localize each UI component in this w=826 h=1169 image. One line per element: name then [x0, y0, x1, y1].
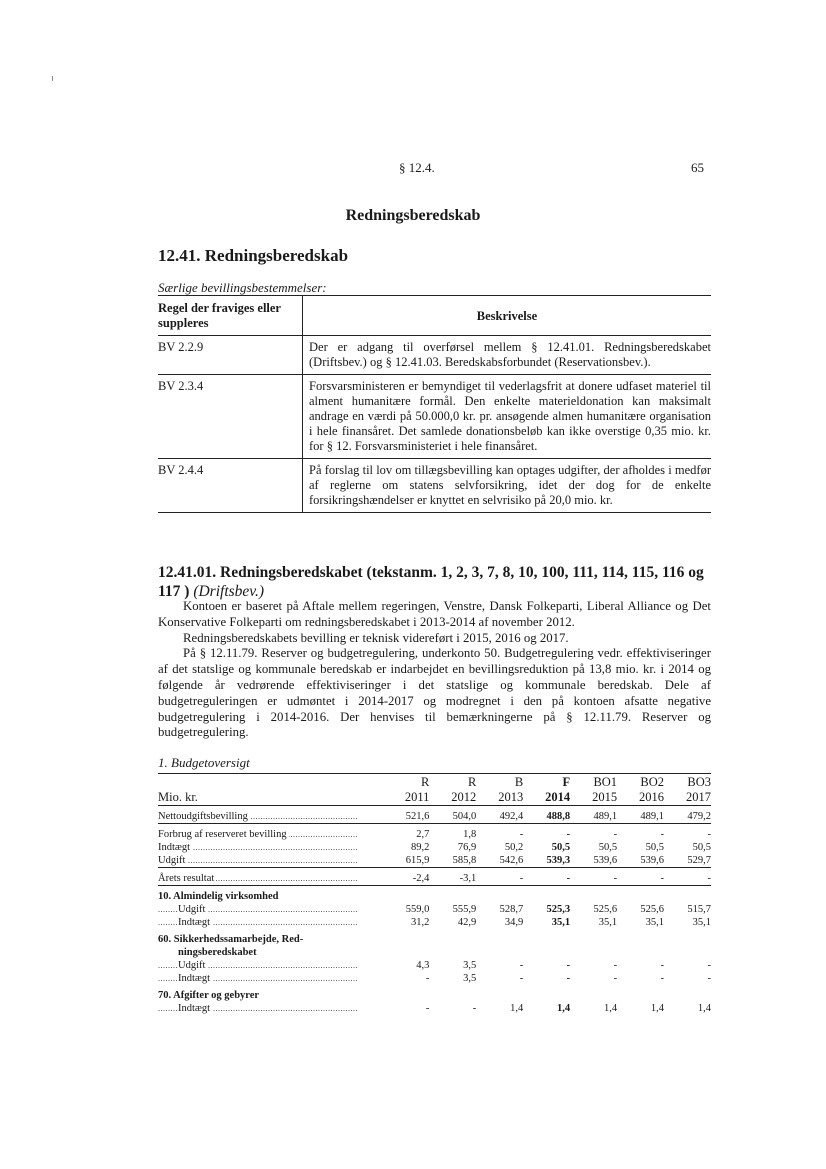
row-label-text: Indtægt [178, 917, 211, 928]
col-year: 2017 [664, 790, 711, 806]
account-title [158, 563, 711, 601]
group-heading [158, 890, 711, 903]
col-type: R [467, 775, 477, 789]
page-number: 65 [691, 160, 704, 175]
row-label-text: Nettoudgiftsbevilling [158, 811, 248, 822]
row-label [158, 872, 382, 886]
group-heading [158, 946, 711, 959]
cell-value: 525,6 [640, 904, 664, 915]
cell-value: 492,4 [476, 810, 523, 824]
cell-value: 542,6 [476, 854, 523, 868]
col-year: 2012 [429, 790, 476, 806]
row-label-text: Udgift [178, 960, 206, 971]
page-title: Redningsberedskab [345, 207, 481, 224]
col-type: BO1 [593, 775, 618, 789]
cell-value: - [519, 960, 524, 971]
cell-value: - [613, 973, 618, 984]
cell-value: 3,5 [463, 973, 477, 984]
cell-value: 31,2 [411, 917, 430, 928]
cell-value: 35,1 [692, 917, 711, 928]
col-type: F [562, 775, 571, 789]
rule-code: BV 2.3.4 [158, 375, 303, 459]
budget-year-row [158, 790, 711, 806]
cell-value: 50,5 [645, 842, 664, 853]
cell-value: 35,1 [551, 917, 571, 928]
section-title: 12.41. Redningsberedskab [158, 246, 349, 265]
group-heading [158, 989, 711, 1002]
table-row [158, 916, 711, 929]
cell-value: 35,1 [645, 917, 664, 928]
cell-value: 489,1 [570, 810, 617, 824]
paragraph: Kontoen er baseret på Aftale mellem regeringen, Venstre, Dansk Folkeparti, Liberal Alliance og Det Konservative Folkeparti om redningsberedskabet i 2013-2014 af november 2012. [158, 599, 711, 629]
cell-value: 479,2 [664, 810, 711, 824]
group-heading [158, 933, 711, 946]
col-year: 2014 [523, 790, 570, 806]
cell-value: - [613, 960, 618, 971]
table-row [158, 841, 711, 854]
table-row [158, 959, 711, 972]
table-row [158, 375, 711, 459]
row-label [158, 903, 382, 916]
col-type: BO3 [687, 775, 711, 789]
cell-value: - [570, 872, 617, 886]
provisions-header-row [158, 296, 711, 336]
account-description [158, 599, 711, 741]
cell-value: 3,5 [463, 960, 477, 971]
rule-column-header: Regel der fraviges eller suppleres [158, 296, 303, 336]
table-row [158, 972, 711, 985]
cell-value: 2,7 [416, 829, 430, 840]
row-label-text: Udgift [158, 855, 186, 866]
cell-value: 1,4 [510, 1003, 524, 1014]
cell-value: 539,6 [617, 854, 664, 868]
account-title-suffix: (Driftsbev.) [193, 583, 265, 600]
provisions-table [158, 295, 711, 513]
paragraph: Redningsberedskabets bevilling er teknisk videreført i 2015, 2016 og 2017. [183, 630, 569, 645]
cell-value: 528,7 [499, 904, 524, 915]
cell-value: 488,8 [523, 810, 570, 824]
budget-type-row [158, 775, 711, 790]
table-row [158, 903, 711, 916]
cell-value: -3,1 [429, 872, 476, 886]
cell-value: 515,7 [687, 904, 711, 915]
cell-value: 50,5 [692, 842, 711, 853]
cell-value: 35,1 [598, 917, 618, 928]
scan-mark [52, 76, 53, 81]
description-column-header: Beskrivelse [303, 296, 712, 336]
account-title-text: 12.41.01. Redningsberedskabet (tekstanm. 1, 2, 3, 7, 8, 10, 100, 111, 114, 115, 116 og 117 ) [158, 564, 704, 600]
rule-description: Forsvarsministeren er bemyndiget til vederlagsfrit at donere udfaset materiel til alment humanitære formål. Den enkelte materieldonation kan maksimalt andrage en værdi på 50.000,0 kr. pr. ansøgende almen humanitære organisation i hele finansåret. Det samlede donationsbeløb kan ikke overstige 0,35 mio. kr. for § 12. Forsvarsministeriet i hele finansåret. [303, 375, 712, 459]
cell-value: 539,3 [523, 854, 570, 868]
cell-value: - [664, 872, 711, 886]
row-label-text: Indtægt [178, 1003, 211, 1014]
cell-value: 34,9 [504, 917, 524, 928]
row-label [158, 828, 382, 841]
special-provisions-label: Særlige bevillingsbestemmelser: [158, 280, 327, 295]
row-label [158, 841, 382, 854]
cell-value: 76,9 [457, 842, 477, 853]
cell-value: 559,0 [405, 904, 430, 915]
row-label [158, 972, 382, 985]
cell-value: 489,1 [617, 810, 664, 824]
row-label [158, 810, 382, 824]
table-row [158, 872, 711, 886]
cell-value: 1,4 [650, 1003, 664, 1014]
rule-code: BV 2.4.4 [158, 459, 303, 513]
group-title: 10. Almindelig virksomhed [158, 891, 279, 902]
col-year: 2013 [476, 790, 523, 806]
cell-value: - [660, 960, 664, 971]
table-row [158, 828, 711, 841]
cell-value: 1,4 [557, 1003, 571, 1014]
cell-value: 1,4 [603, 1003, 618, 1014]
row-label-text: Indtægt [178, 973, 211, 984]
cell-value: 555,9 [452, 904, 477, 915]
table-row [158, 336, 711, 375]
col-year: 2016 [617, 790, 664, 806]
cell-value: - [707, 960, 711, 971]
cell-value: - [472, 1003, 477, 1014]
cell-value: 50,2 [504, 842, 524, 853]
group-title: 70. Afgifter og gebyrer [158, 990, 260, 1001]
cell-value: - [425, 1003, 430, 1014]
table-row [158, 459, 711, 513]
col-type: B [514, 775, 524, 789]
rule-description: På forslag til lov om tillægsbevilling kan optages udgifter, der afholdes i medfør af reglerne om statens selvforsikring, idet der dog for de enkelte forsikringshændelser er knyttet en selvrisiko på 20,0 mio. kr. [303, 459, 712, 513]
col-type: R [421, 775, 430, 789]
row-label-text: Årets resultat [158, 873, 215, 884]
row-label [158, 1002, 382, 1015]
cell-value: -2,4 [382, 872, 429, 886]
cell-value: 615,9 [382, 854, 429, 868]
cell-value: 525,3 [546, 904, 571, 915]
table-row [158, 854, 711, 868]
rule-code: BV 2.2.9 [158, 336, 303, 375]
cell-value: - [660, 973, 664, 984]
cell-value: - [707, 973, 711, 984]
row-label-text: Forbrug af reserveret bevilling [158, 829, 287, 840]
col-type: BO2 [640, 775, 664, 789]
cell-value: - [566, 960, 571, 971]
row-label [158, 959, 382, 972]
table-row [158, 810, 711, 824]
group-title-continued: ningsberedskabet [178, 947, 257, 958]
cell-value: 539,6 [570, 854, 617, 868]
cell-value: 585,8 [429, 854, 476, 868]
cell-value: - [519, 829, 524, 840]
cell-value: - [613, 829, 618, 840]
cell-value: 50,5 [598, 842, 618, 853]
budget-table [158, 775, 711, 1015]
table-row [158, 1002, 711, 1015]
cell-value: 1,4 [697, 1003, 711, 1014]
cell-value: - [566, 973, 571, 984]
cell-value: - [707, 829, 711, 840]
cell-value: - [425, 973, 430, 984]
group-title: 60. Sikkerhedssamarbejde, Red- [158, 934, 304, 945]
row-label-text: Indtægt [158, 842, 191, 853]
cell-value: 529,7 [664, 854, 711, 868]
cell-value: 4,3 [416, 960, 430, 971]
paragraph: På § 12.11.79. Reserver og budgetregulering, underkonto 50. Budgetregulering vedr. effektiviseringer af det statslige og kommunale beredskab er indarbejdet en bevillingsreduktion på 13,8 mio. kr. i 2014 og følgende år vedrørende effektiviseringer i det statslige og kommunale beredskab. Dele af budgetreguleringen er udmøntet i 2014-2017 og modregnet i den på kontoen afsatte negative budgetregulering i 2014-2016. Der henvises til bemærkningerne på § 12.11.79. Reserver og budgetregulering. [158, 646, 711, 740]
cell-value: 50,5 [551, 842, 571, 853]
cell-value: - [523, 872, 570, 886]
cell-value: 89,2 [411, 842, 430, 853]
row-label-text: Udgift [178, 904, 206, 915]
cell-value: - [476, 872, 523, 886]
cell-value: - [566, 829, 571, 840]
cell-value: 521,6 [382, 810, 429, 824]
cell-value: 504,0 [429, 810, 476, 824]
cell-value: - [519, 973, 524, 984]
budget-overview-label: 1. Budgetoversigt [158, 755, 250, 770]
row-label [158, 916, 382, 929]
cell-value: - [660, 829, 664, 840]
divider [158, 773, 711, 774]
cell-value: 42,9 [457, 917, 477, 928]
cell-value: 1,8 [463, 829, 477, 840]
unit-label: Mio. kr. [158, 790, 382, 806]
col-year: 2011 [382, 790, 429, 806]
col-year: 2015 [570, 790, 617, 806]
row-label [158, 854, 382, 868]
cell-value: 525,6 [593, 904, 618, 915]
cell-value: - [617, 872, 664, 886]
empty-cell [158, 775, 382, 790]
rule-description: Der er adgang til overførsel mellem § 12.41.01. Redningsberedskabet (Driftsbev.) og § 12.41.03. Beredskabsforbundet (Reservationsbev.). [303, 336, 712, 375]
section-reference: § 12.4. [399, 160, 435, 175]
